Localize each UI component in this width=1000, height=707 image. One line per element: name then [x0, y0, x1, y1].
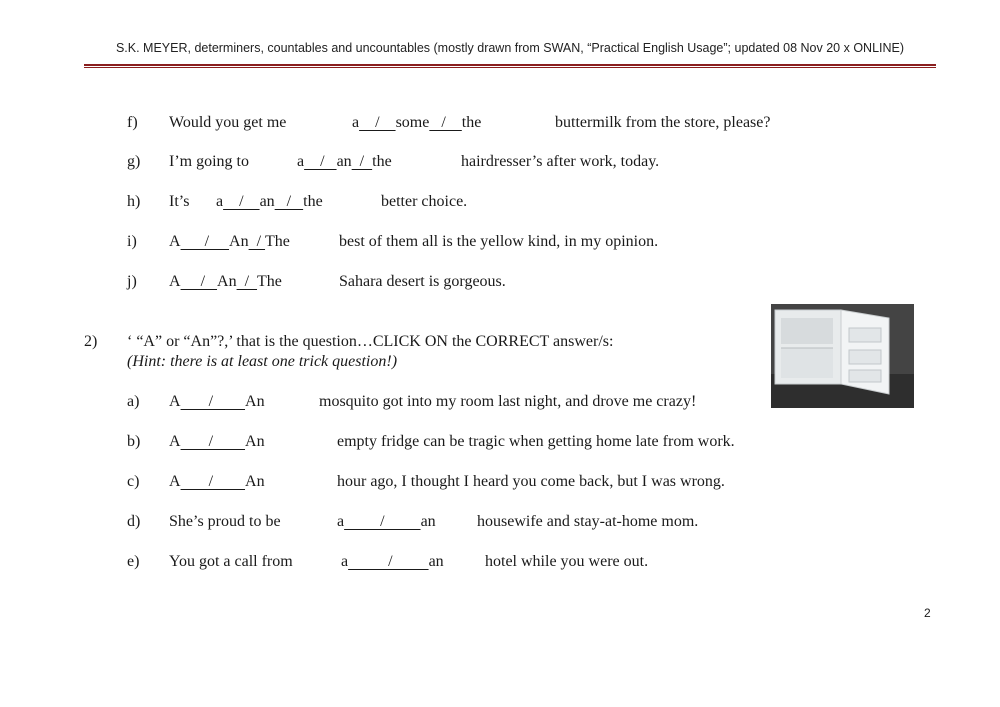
choice-option[interactable]: an: [336, 153, 352, 170]
choice-option[interactable]: a: [216, 193, 224, 210]
choice-option[interactable]: An: [245, 433, 265, 450]
section-instruction: ‘ “A” or “An”?,’ that is the question…CLICK ON the CORRECT answer/s:: [127, 333, 614, 350]
choice-option[interactable]: An: [229, 233, 249, 250]
item-letter: g): [127, 153, 141, 170]
item-prompt: It’s: [169, 193, 190, 210]
choice-option[interactable]: the: [303, 193, 323, 210]
choice-option[interactable]: An: [245, 393, 265, 410]
choice-option[interactable]: The: [257, 273, 282, 290]
choice-group: a / an / the: [216, 193, 323, 210]
choice-option[interactable]: an: [420, 513, 436, 530]
choice-group: A / An / The: [169, 273, 282, 290]
item-letter: j): [127, 273, 137, 290]
choice-group: a / an / the: [297, 153, 392, 170]
header-rule-thin: [84, 67, 936, 68]
section-hint: (Hint: there is at least one trick question!): [127, 353, 398, 370]
choice-option[interactable]: the: [372, 153, 392, 170]
item-letter: d): [127, 513, 141, 530]
choice-option[interactable]: a: [297, 153, 305, 170]
item-letter: c): [127, 473, 140, 490]
choice-group: A / An: [169, 473, 265, 490]
item-rest: housewife and stay-at-home mom.: [477, 513, 699, 530]
choice-option[interactable]: A: [169, 473, 181, 490]
choice-group: a / an: [337, 513, 436, 530]
choice-option[interactable]: A: [169, 433, 181, 450]
fridge-photo: [771, 304, 914, 408]
choice-option[interactable]: the: [461, 114, 482, 131]
item-rest: Sahara desert is gorgeous.: [339, 273, 506, 290]
choice-option[interactable]: A: [169, 273, 181, 290]
item-prompt: She’s proud to be: [169, 513, 281, 530]
item-prompt: Would you get me: [169, 114, 287, 131]
choice-group: A / An: [169, 393, 265, 410]
choice-option[interactable]: a: [341, 553, 349, 570]
choice-group: A / An / The: [169, 233, 290, 250]
page-header: S.K. MEYER, determiners, countables and uncountables (mostly drawn from SWAN, “Practical English Usage”; updated 08 Nov 20 x ONLINE): [115, 41, 905, 55]
choice-group: a / an: [341, 553, 444, 570]
open-fridge-icon: [771, 304, 914, 408]
item-rest: better choice.: [381, 193, 468, 210]
item-rest: hotel while you were out.: [485, 553, 649, 570]
item-rest: mosquito got into my room last night, and drove me crazy!: [319, 393, 697, 410]
item-rest: hour ago, I thought I heard you come back, but I was wrong.: [337, 473, 725, 490]
choice-option[interactable]: an: [428, 553, 444, 570]
item-letter: h): [127, 193, 141, 210]
choice-option[interactable]: a: [352, 114, 360, 131]
choice-option[interactable]: a: [337, 513, 345, 530]
choice-option[interactable]: An: [245, 473, 265, 490]
choice-option[interactable]: The: [265, 233, 290, 250]
item-letter: a): [127, 393, 140, 410]
choice-option[interactable]: An: [217, 273, 237, 290]
item-letter: i): [127, 233, 137, 250]
item-rest: best of them all is the yellow kind, in my opinion.: [339, 233, 659, 250]
item-letter: f): [127, 114, 138, 131]
choice-option[interactable]: an: [259, 193, 275, 210]
item-letter: e): [127, 553, 140, 570]
item-rest: hairdresser’s after work, today.: [461, 153, 660, 170]
header-rule: [84, 64, 936, 66]
page-number: 2: [924, 606, 931, 620]
choice-option[interactable]: A: [169, 393, 181, 410]
item-prompt: You got a call from: [169, 553, 293, 570]
section-number: 2): [84, 333, 98, 350]
choice-option[interactable]: some: [395, 114, 430, 131]
choice-option[interactable]: A: [169, 233, 181, 250]
item-letter: b): [127, 433, 141, 450]
item-prompt: I’m going to: [169, 153, 249, 170]
choice-group: A / An: [169, 433, 265, 450]
item-rest: buttermilk from the store, please?: [555, 114, 771, 131]
choice-group: a / some / the: [352, 114, 482, 131]
item-rest: empty fridge can be tragic when getting home late from work.: [337, 433, 735, 450]
